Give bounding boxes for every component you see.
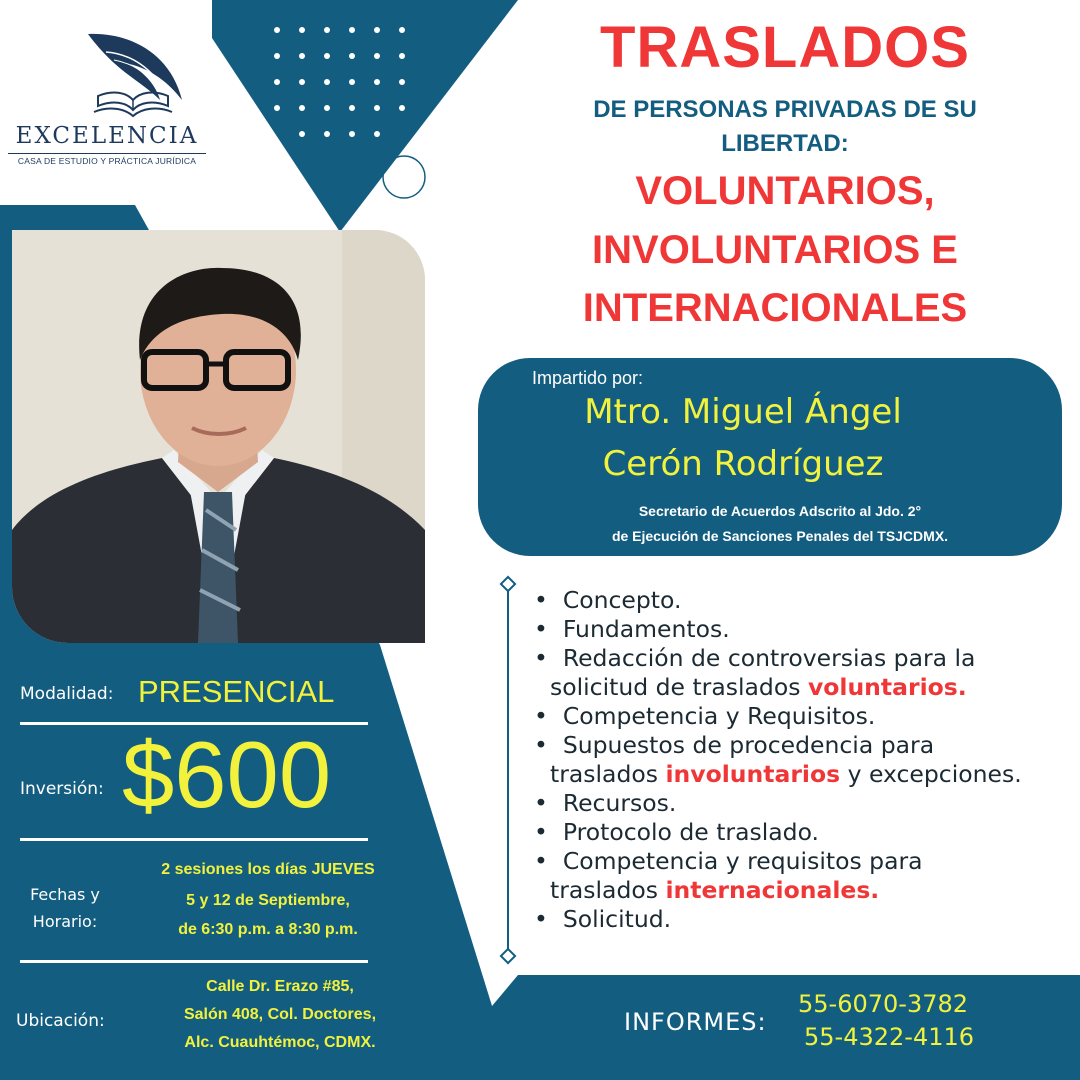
instructor-role-line-1: Secretario de Acuerdos Adscrito al Jdo. 2° xyxy=(638,503,922,519)
quill-book-logo-icon xyxy=(78,30,188,122)
ubicacion-line-1: Calle Dr. Erazo #85, xyxy=(206,978,354,995)
contact-label: INFORMES: xyxy=(624,1008,767,1036)
ubicacion-label: Ubicación: xyxy=(16,1011,105,1031)
modalidad-value: PRESENCIAL xyxy=(138,674,335,709)
price: $600 xyxy=(122,722,332,827)
instructor-name-line-1: Mtro. Miguel Ángel xyxy=(584,392,902,432)
list-item: • Concepto. xyxy=(534,586,682,614)
list-item: • Redacción de controversias para la xyxy=(534,644,976,672)
list-item: • Fundamentos. xyxy=(534,615,730,643)
brand-name: EXCELENCIA xyxy=(15,123,199,149)
list-item: • Recursos. xyxy=(534,789,677,817)
brand-divider xyxy=(8,153,206,154)
list-item: • Solicitud. xyxy=(534,905,672,933)
list-item: • Competencia y Requisitos. xyxy=(534,702,876,730)
brand-tagline: CASA DE ESTUDIO Y PRÁCTICA JURÍDICA xyxy=(17,156,197,166)
phone-2[interactable]: 55-4322-4116 xyxy=(804,1023,975,1051)
instructor-photo xyxy=(12,230,425,643)
divider-3 xyxy=(20,960,368,963)
modalidad-label: Modalidad: xyxy=(20,684,114,704)
ubicacion-line-2: Salón 408, Col. Doctores, xyxy=(183,1006,377,1023)
fechas-label-line-2: Horario: xyxy=(32,912,98,931)
list-item: • Protocolo de traslado. xyxy=(534,818,820,846)
ubicacion-line-3: Alc. Cuauhtémoc, CDMX. xyxy=(184,1034,376,1051)
instructor-label: Impartido por: xyxy=(532,368,644,388)
fechas-line-2: 5 y 12 de Septiembre, xyxy=(186,892,350,909)
types-line-2: INVOLUNTARIOS E xyxy=(592,228,958,272)
phone-1[interactable]: 55-6070-3782 xyxy=(798,990,969,1018)
divider-2 xyxy=(20,838,368,841)
subtitle-line-1: DE PERSONAS PRIVADAS DE SU xyxy=(593,96,977,123)
inversion-label: Inversión: xyxy=(20,779,104,799)
topics-list xyxy=(534,586,1064,934)
fechas-line-1: 2 sesiones los días JUEVES xyxy=(161,861,375,878)
page-title: TRASLADOS xyxy=(600,15,970,80)
list-item: • Competencia y requisitos para xyxy=(534,847,923,875)
instructor-name-line-2: Cerón Rodríguez xyxy=(602,444,884,484)
fechas-line-3: de 6:30 p.m. a 8:30 p.m. xyxy=(178,921,358,938)
fechas-label-line-1: Fechas y xyxy=(30,885,100,904)
subtitle-line-2: LIBERTAD: xyxy=(721,130,849,157)
list-item-continuation: traslados internacionales. xyxy=(550,876,880,904)
list-item: • Supuestos de procedencia para xyxy=(534,731,935,759)
types-line-3: INTERNACIONALES xyxy=(582,286,968,330)
types-line-1: VOLUNTARIOS, xyxy=(635,169,935,213)
list-item-continuation: traslados involuntarios y excepciones. xyxy=(550,760,1022,788)
list-item-continuation: solicitud de traslados voluntarios. xyxy=(550,673,967,701)
instructor-role-line-2: de Ejecución de Sanciones Penales del TSJCDMX. xyxy=(611,528,949,544)
